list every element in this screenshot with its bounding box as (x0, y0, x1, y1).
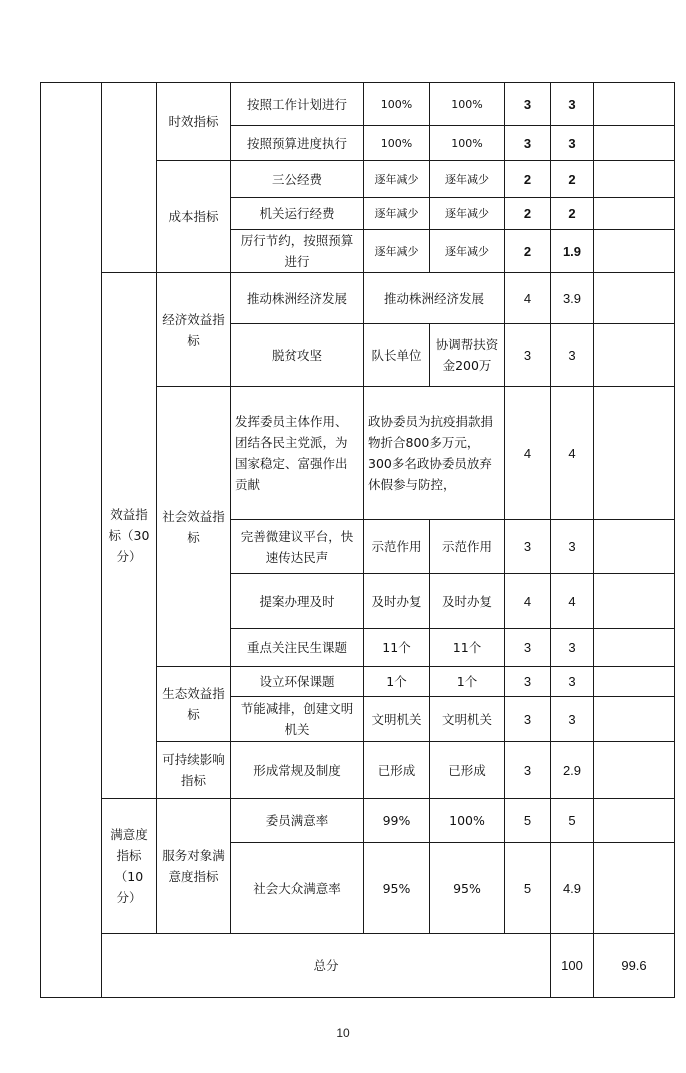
weight-score: 3 (505, 520, 551, 574)
target-actual-value: 推动株洲经济发展 (364, 273, 505, 324)
target-value: 100% (364, 126, 430, 161)
actual-score: 3 (551, 126, 594, 161)
indicator-name: 设立环保课题 (231, 667, 364, 697)
target-value: 及时办复 (364, 574, 430, 629)
actual-score: 3 (551, 324, 594, 387)
weight-score: 4 (505, 574, 551, 629)
actual-value: 已形成 (430, 742, 505, 799)
weight-score: 3 (505, 629, 551, 667)
indicator-category: 成本指标 (157, 161, 231, 273)
target-value: 示范作用 (364, 520, 430, 574)
indicator-category: 生态效益指标 (157, 667, 231, 742)
remark-cell (594, 574, 675, 629)
indicator-name: 节能减排，创建文明机关 (231, 697, 364, 742)
actual-value: 文明机关 (430, 697, 505, 742)
actual-value: 95% (430, 843, 505, 934)
indicator-name: 三公经费 (231, 161, 364, 198)
table-row (41, 83, 675, 126)
actual-score: 3.9 (551, 273, 594, 324)
target-value: 100% (364, 83, 430, 126)
actual-score: 4 (551, 387, 594, 520)
indicator-category: 经济效益指标 (157, 273, 231, 387)
remark-cell (594, 161, 675, 198)
indicator-name: 机关运行经费 (231, 198, 364, 230)
weight-score: 4 (505, 387, 551, 520)
actual-value: 协调帮扶资金200万 (430, 324, 505, 387)
remark-cell (594, 324, 675, 387)
actual-score: 3 (551, 667, 594, 697)
actual-score: 5 (551, 799, 594, 843)
table-row (41, 799, 675, 843)
actual-score: 3 (551, 520, 594, 574)
target-value: 已形成 (364, 742, 430, 799)
actual-value: 1个 (430, 667, 505, 697)
actual-value: 示范作用 (430, 520, 505, 574)
target-actual-value: 政协委员为抗疫捐款捐物折合800多万元，300多名政协委员放弃休假参与防控， (364, 387, 505, 520)
remark-cell (594, 629, 675, 667)
actual-value: 11个 (430, 629, 505, 667)
actual-score: 2 (551, 198, 594, 230)
actual-value: 逐年减少 (430, 230, 505, 273)
total-weight: 100 (551, 934, 594, 998)
remark-cell (594, 273, 675, 324)
indicator-category: 可持续影响指标 (157, 742, 231, 799)
target-value: 1个 (364, 667, 430, 697)
weight-score: 2 (505, 161, 551, 198)
target-value: 逐年减少 (364, 198, 430, 230)
total-row (41, 934, 675, 998)
remark-cell (594, 83, 675, 126)
indicator-name: 按照预算进度执行 (231, 126, 364, 161)
weight-score: 2 (505, 230, 551, 273)
target-value: 95% (364, 843, 430, 934)
remark-cell (594, 198, 675, 230)
indicator-name: 完善微建议平台，快速传达民声 (231, 520, 364, 574)
indicator-category: 社会效益指标 (157, 387, 231, 667)
actual-score: 1.9 (551, 230, 594, 273)
weight-score: 5 (505, 843, 551, 934)
target-value: 逐年减少 (364, 230, 430, 273)
remark-cell (594, 742, 675, 799)
actual-value: 逐年减少 (430, 198, 505, 230)
weight-score: 3 (505, 697, 551, 742)
benefit-indicator-label: 效益指标（30分） (102, 273, 157, 799)
indicator-name: 按照工作计划进行 (231, 83, 364, 126)
indicator-name: 提案办理及时 (231, 574, 364, 629)
indicator-name: 发挥委员主体作用、团结各民主党派，为国家稳定、富强作出贡献 (231, 387, 364, 520)
actual-value: 100% (430, 83, 505, 126)
target-value: 逐年减少 (364, 161, 430, 198)
target-value: 队长单位 (364, 324, 430, 387)
remark-cell (594, 667, 675, 697)
remark-cell (594, 843, 675, 934)
actual-value: 逐年减少 (430, 161, 505, 198)
weight-score: 3 (505, 324, 551, 387)
remark-cell (594, 520, 675, 574)
actual-score: 2 (551, 161, 594, 198)
indicator-name: 重点关注民生课题 (231, 629, 364, 667)
actual-score: 3 (551, 83, 594, 126)
actual-value: 100% (430, 799, 505, 843)
total-score: 99.6 (594, 934, 675, 998)
actual-score: 2.9 (551, 742, 594, 799)
actual-score: 4 (551, 574, 594, 629)
table-row (41, 273, 675, 324)
actual-value: 及时办复 (430, 574, 505, 629)
weight-score: 3 (505, 742, 551, 799)
indicator-name: 形成常规及制度 (231, 742, 364, 799)
first-level-indicator-cell (41, 83, 102, 998)
weight-score: 3 (505, 126, 551, 161)
target-value: 99% (364, 799, 430, 843)
remark-cell (594, 799, 675, 843)
remark-cell (594, 230, 675, 273)
remark-cell (594, 387, 675, 520)
remark-cell (594, 126, 675, 161)
remark-cell (594, 697, 675, 742)
page-number: 10 (336, 1026, 350, 1040)
performance-evaluation-table (40, 82, 675, 998)
actual-score: 3 (551, 697, 594, 742)
second-level-output-cell (102, 83, 157, 273)
indicator-name: 厉行节约，按照预算进行 (231, 230, 364, 273)
satisfaction-indicator-label: 满意度指标（10分） (102, 799, 157, 934)
actual-score: 4.9 (551, 843, 594, 934)
weight-score: 3 (505, 667, 551, 697)
weight-score: 2 (505, 198, 551, 230)
weight-score: 4 (505, 273, 551, 324)
indicator-name: 脱贫攻坚 (231, 324, 364, 387)
indicator-name: 社会大众满意率 (231, 843, 364, 934)
indicator-category: 服务对象满意度指标 (157, 799, 231, 934)
weight-score: 3 (505, 83, 551, 126)
indicator-name: 委员满意率 (231, 799, 364, 843)
indicator-name: 推动株洲经济发展 (231, 273, 364, 324)
actual-score: 3 (551, 629, 594, 667)
actual-value: 100% (430, 126, 505, 161)
target-value: 文明机关 (364, 697, 430, 742)
indicator-category: 时效指标 (157, 83, 231, 161)
total-label: 总分 (102, 934, 551, 998)
target-value: 11个 (364, 629, 430, 667)
weight-score: 5 (505, 799, 551, 843)
